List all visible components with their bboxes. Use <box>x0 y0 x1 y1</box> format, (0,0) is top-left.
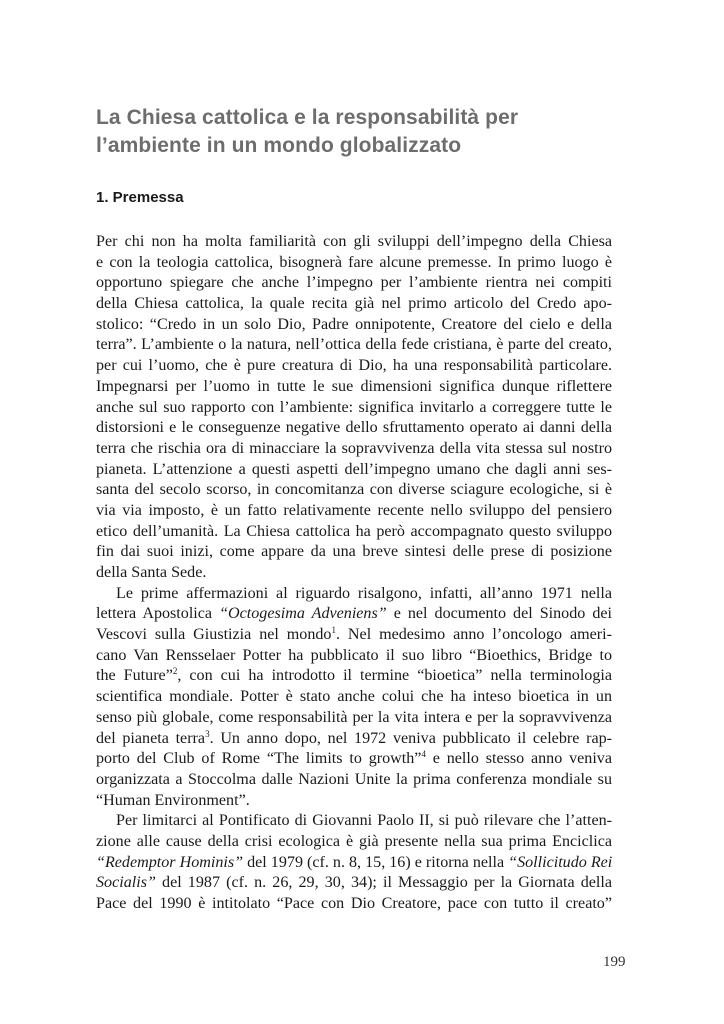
text-line: etico dell’umanità. La Chiesa cattolica ha però accompagnato questo sviluppo <box>96 522 612 540</box>
text-line: Per limitarci al Pontificato di Giovanni Paolo II, si può rilevare che l’atten- <box>116 812 612 830</box>
text-line: Vescovi sulla Giustizia nel mondo$^1$. Nel medesimo anno l’oncologo ameri- <box>96 625 612 644</box>
text-line: the Future”$^2$, con cui ha introdotto il termine “bioetica” nella terminologia <box>96 666 612 685</box>
citation-title: Socialis” <box>96 874 156 892</box>
text-line: Per chi non ha molta familiarità con gli sviluppi dell’impegno della Chiesa <box>96 233 612 250</box>
section-heading: 1. Premessa <box>96 189 184 206</box>
text-line: anche sul suo rapporto con l’ambiente: significa invitarlo a correggere tutte le <box>96 398 612 416</box>
text-line: Socialis” del 1987 (cf. n. 26, 29, 30, 34); il Messaggio per la Giornata della <box>96 874 612 892</box>
text-line: terra”. L’ambiente o la natura, nell’ottica della fede cristiana, è parte del creato, <box>96 336 612 354</box>
body-text <box>96 232 612 915</box>
text-line: del pianeta terra$^3$. Un anno dopo, nel 1972 veniva pubblicato il celebre rap- <box>96 728 612 747</box>
citation-title: “Sollicitudo Rei <box>508 853 613 871</box>
text-line: della Chiesa cattolica, la quale recita già nel primo articolo del Credo apo- <box>96 295 612 313</box>
footnote-ref: 1 <box>331 625 336 636</box>
text-line: “Human Environment”. <box>96 791 250 809</box>
text-line: organizzata a Stoccolma dalle Nazioni Unite la prima conferenza mondiale su <box>96 770 612 788</box>
text-line: pianeta. L’attenzione a questi aspetti dell’impegno umano che dagli anni ses- <box>96 460 612 478</box>
text-line: per cui l’uomo, che è pure creatura di Dio, ha una responsabilità particolare. <box>96 357 612 375</box>
text-line: terra che rischia ora di minacciare la sopravvivenza della vita stessa sul nostro <box>96 439 612 457</box>
text-line: zione alle cause della crisi ecologica è già presente nella sua prima Enciclica <box>96 832 612 850</box>
footnote-ref: 2 <box>172 666 178 677</box>
text-line: distorsioni e le conseguenze negative dello sfruttamento operato ai danni della <box>96 419 612 437</box>
chapter-title: La Chiesa cattolica e la responsabilità per l’ambiente in un mondo globalizzato <box>96 106 519 157</box>
text-line: e con la teologia cattolica, bisognerà fare alcune premesse. In primo luogo è <box>96 253 612 271</box>
text-line: Pace del 1990 è intitolato “Pace con Dio Creatore, pace con tutto il creato” <box>96 895 612 912</box>
text-line: della Santa Sede. <box>96 564 207 581</box>
text-line: fin dai suoi inizi, come appare da una breve sintesi delle prese di posizione <box>96 543 612 561</box>
text-line: lettera Apostolica “Octogesima Adveniens” e nel documento del Sinodo dei <box>96 605 612 623</box>
text-line: cano Van Rensselaer Potter ha pubblicato il suo libro “Bioethics, Bridge to <box>96 646 612 664</box>
text-line: “Redemptor Hominis” del 1979 (cf. n. 8, 15, 16) e ritorna nella “Sollicitudo Rei <box>96 853 613 871</box>
citation-title: “Octogesima Adveniens” <box>219 605 387 623</box>
text-line: senso più globale, come responsabilità per la vita intera e per la sopravvivenza <box>96 708 612 726</box>
text-line: stolico: “Credo in un solo Dio, Padre onnipotente, Creatore del cielo e della <box>96 315 612 333</box>
text-line: porto del Club of Rome “The limits to growth”$^4$ e nello stesso anno veniva <box>96 749 612 768</box>
page-number: 199 <box>603 954 626 970</box>
text-line: santa del secolo scorso, in concomitanza con diverse sciagure ecologiche, si è <box>96 481 612 499</box>
footnote-ref: 3 <box>205 728 210 739</box>
text-line: Impegnarsi per l’uomo in tutte le sue dimensioni significa dunque riflettere <box>96 377 612 395</box>
text-line: scientifica mondiale. Potter è stato anche colui che ha inteso bioetica in un <box>96 688 612 706</box>
text-line: Le prime affermazioni al riguardo risalgono, infatti, all’anno 1971 nella <box>116 584 612 602</box>
text-line: via via imposto, è un fatto relativamente recente nello sviluppo del pensiero <box>96 501 612 519</box>
footnote-ref: 4 <box>421 749 426 760</box>
citation-title: “Redemptor Hominis” <box>96 853 244 871</box>
text-line: opportuno spiegare che anche l’impegno per l’ambiente rientra nei compiti <box>96 274 612 292</box>
